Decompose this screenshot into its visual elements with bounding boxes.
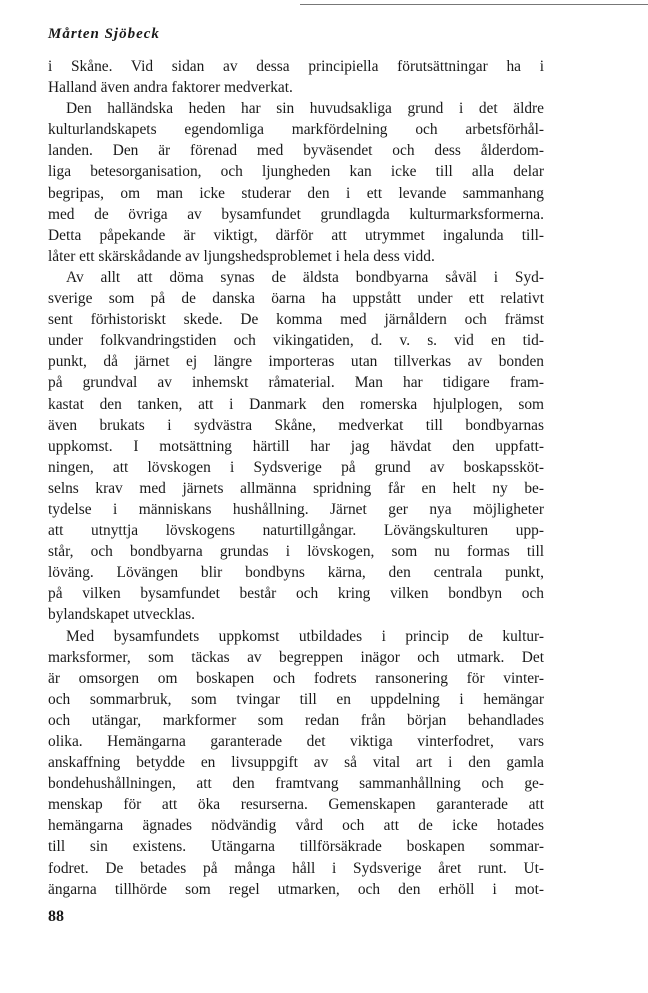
- text-line: kastat den tanken, att i Danmark den romerska hjulplogen, som: [48, 395, 544, 413]
- text-line: i Skåne. Vid sidan av dessa principiella förutsättningar ha i: [48, 58, 544, 75]
- text-line: punkt, då järnet ej längre importeras utan tillverkas av bonden: [48, 353, 544, 371]
- text-line: ängarna tillhörde som regel utmarken, och den erhöll i mot-: [48, 880, 544, 898]
- text-line: Den halländska heden har sin huvudsakliga grund i det äldre: [66, 100, 544, 118]
- text-line: Med bysamfundets uppkomst utbildades i princip de kultur-: [66, 627, 544, 645]
- text-line: på vilken bysamfundet består och kring vilken bondbyn och: [48, 585, 544, 603]
- top-rule: [300, 4, 648, 5]
- text-line: till sin existens. Utängarna tillförsäkrade boskapen sommar-: [48, 838, 544, 856]
- text-line: olika. Hemängarna garanterade det viktiga vinterfodret, vars: [48, 733, 544, 750]
- text-line: tydelse i människans hushållning. Järnet ger nya möjligheter: [48, 500, 544, 518]
- text-line: är omsorgen om boskapen och fodrets ransonering för vinter-: [48, 669, 544, 687]
- text-line: sverige som på de danska öarna ha uppstått under ett relativt: [48, 290, 544, 308]
- text-line: bondehushållningen, att den framtvang sammanhållning och ge-: [48, 775, 544, 793]
- text-line: med de övriga av bysamfundet grundlagda kulturmarksformerna.: [48, 205, 544, 223]
- text-line: och utängar, markformer som redan från början behandlades: [48, 711, 544, 729]
- text-line: liga betesorganisation, och ljungheden kan icke till alla delar: [48, 163, 544, 181]
- text-line: landen. Den är förenad med byväsendet och dess ålderdom-: [48, 142, 544, 160]
- text-line: selns krav med järnets allmänna spridning får en helt ny be-: [48, 479, 544, 497]
- text-line: och sommarbruk, som tvingar till en uppdelning i hemängar: [48, 690, 544, 708]
- text-line: ningen, att lövskogen i Sydsverige på grund av boskapssköt-: [48, 458, 544, 476]
- text-line: låter ett skärskådande av ljungshedsproblemet i hela dess vidd.: [48, 247, 435, 265]
- text-line: Detta påpekande är viktigt, därför att utrymmet ingalunda till-: [48, 226, 544, 244]
- text-line: under folkvandringstiden och vikingatiden, d. v. s. vid en tid-: [48, 332, 544, 350]
- text-line: Halland även andra faktorer medverkat.: [48, 79, 293, 97]
- text-line: bylandskapet utvecklas.: [48, 606, 196, 624]
- running-head: Mårten Sjöbeck: [48, 26, 160, 42]
- text-line: uppkomst. I motsättning härtill har jag hävdat den uppfatt-: [48, 437, 544, 455]
- text-line: även brukats i sydvästra Skåne, medverkat till bondbyarnas: [48, 416, 544, 434]
- text-line: marksformer, som täckas av begreppen inägor och utmark. Det: [48, 648, 544, 666]
- text-line: sent förhistoriskt skede. De komma med järnåldern och främst: [48, 311, 544, 329]
- body-text: [48, 56, 544, 900]
- text-line: på grundval av inhemskt råmaterial. Man har tidigare fram-: [48, 374, 544, 392]
- text-line: står, och bondbyarna grundas i lövskogen, som nu formas till: [48, 543, 544, 561]
- text-line: hemängarna ägnades nödvändig vård och att de icke hotades: [48, 817, 544, 835]
- text-line: anskaffning betydde en livsuppgift av så vital art i den gamla: [48, 754, 544, 772]
- text-line: menskap för att öka resurserna. Gemenskapen garanterade att: [48, 796, 544, 814]
- text-line: begripas, om man icke studerar den i ett levande sammanhang: [48, 184, 544, 202]
- text-line: att utnyttja lövskogens naturtillgångar. Lövängskulturen upp-: [48, 522, 544, 540]
- text-line: löväng. Lövängen blir bondbyns kärna, den centrala punkt,: [48, 564, 544, 582]
- page-number: 88: [48, 908, 64, 925]
- text-line: kulturlandskapets egendomliga markfördelning och arbetsförhål-: [48, 121, 544, 139]
- text-line: Av allt att döma synas de äldsta bondbyarna såväl i Syd-: [66, 268, 544, 286]
- text-line: fodret. De betades på många håll i Sydsverige året runt. Ut-: [48, 859, 544, 877]
